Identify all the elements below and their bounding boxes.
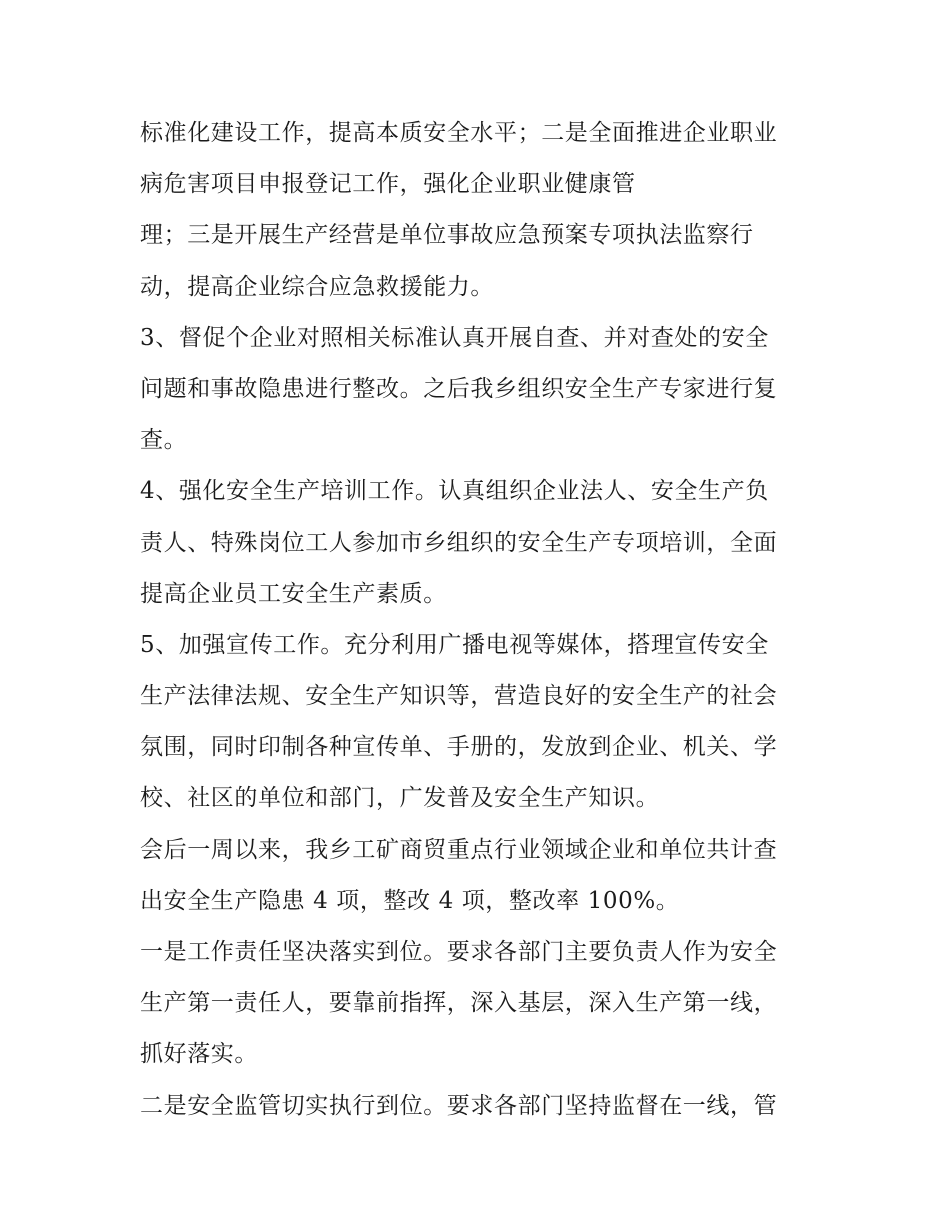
text-line: 4、强化安全生产培训工作。认真组织企业法人、安全生产负 — [140, 478, 769, 505]
text-line: 责人、特殊岗位工人参加市乡组织的安全生产专项培训，全面 — [140, 529, 778, 556]
text-line: 生产法律法规、安全生产知识等，营造良好的安全生产的社会 — [140, 683, 778, 710]
body-text — [140, 108, 820, 1132]
text-line: 问题和事故隐患进行整改。之后我乡组织安全生产专家进行复 — [140, 375, 778, 402]
text-line: 理；三是开展生产经营是单位事故应急预案专项执法监察行 — [140, 222, 754, 249]
text-line: 提高企业员工安全生产素质。 — [140, 580, 447, 607]
text-line: 生产第一责任人，要靠前指挥，深入基层，深入生产第一线， — [140, 990, 778, 1017]
text-line: 氛围，同时印制各种宣传单、手册的，发放到企业、机关、学 — [140, 734, 778, 761]
text-line: 抓好落实。 — [140, 1041, 258, 1068]
text-line: 一是工作责任坚决落实到位。要求各部门主要负责人作为安全 — [140, 939, 778, 965]
text-line: 查。 — [140, 427, 188, 454]
text-line: 二是安全监管切实执行到位。要求各部门坚持监督在一线，管 — [140, 1092, 778, 1119]
text-line: 5、加强宣传工作。充分利用广播电视等媒体，搭理宣传安全 — [140, 631, 769, 658]
text-line: 动，提高企业综合应急救援能力。 — [140, 273, 494, 300]
text-line: 会后一周以来，我乡工矿商贸重点行业领域企业和单位共计查 — [140, 836, 778, 863]
text-line: 校、社区的单位和部门，广发普及安全生产知识。 — [140, 785, 660, 812]
text-line: 病危害项目申报登记工作，强化企业职业健康管 — [140, 171, 636, 198]
text-line: 出安全生产隐患 4 项，整改 4 项，整改率 100%。 — [140, 887, 680, 914]
text-line: 标准化建设工作，提高本质安全水平；二是全面推进企业职业 — [140, 120, 778, 146]
text-line: 3、督促个企业对照相关标准认真开展自查、并对查处的安全 — [140, 324, 769, 351]
